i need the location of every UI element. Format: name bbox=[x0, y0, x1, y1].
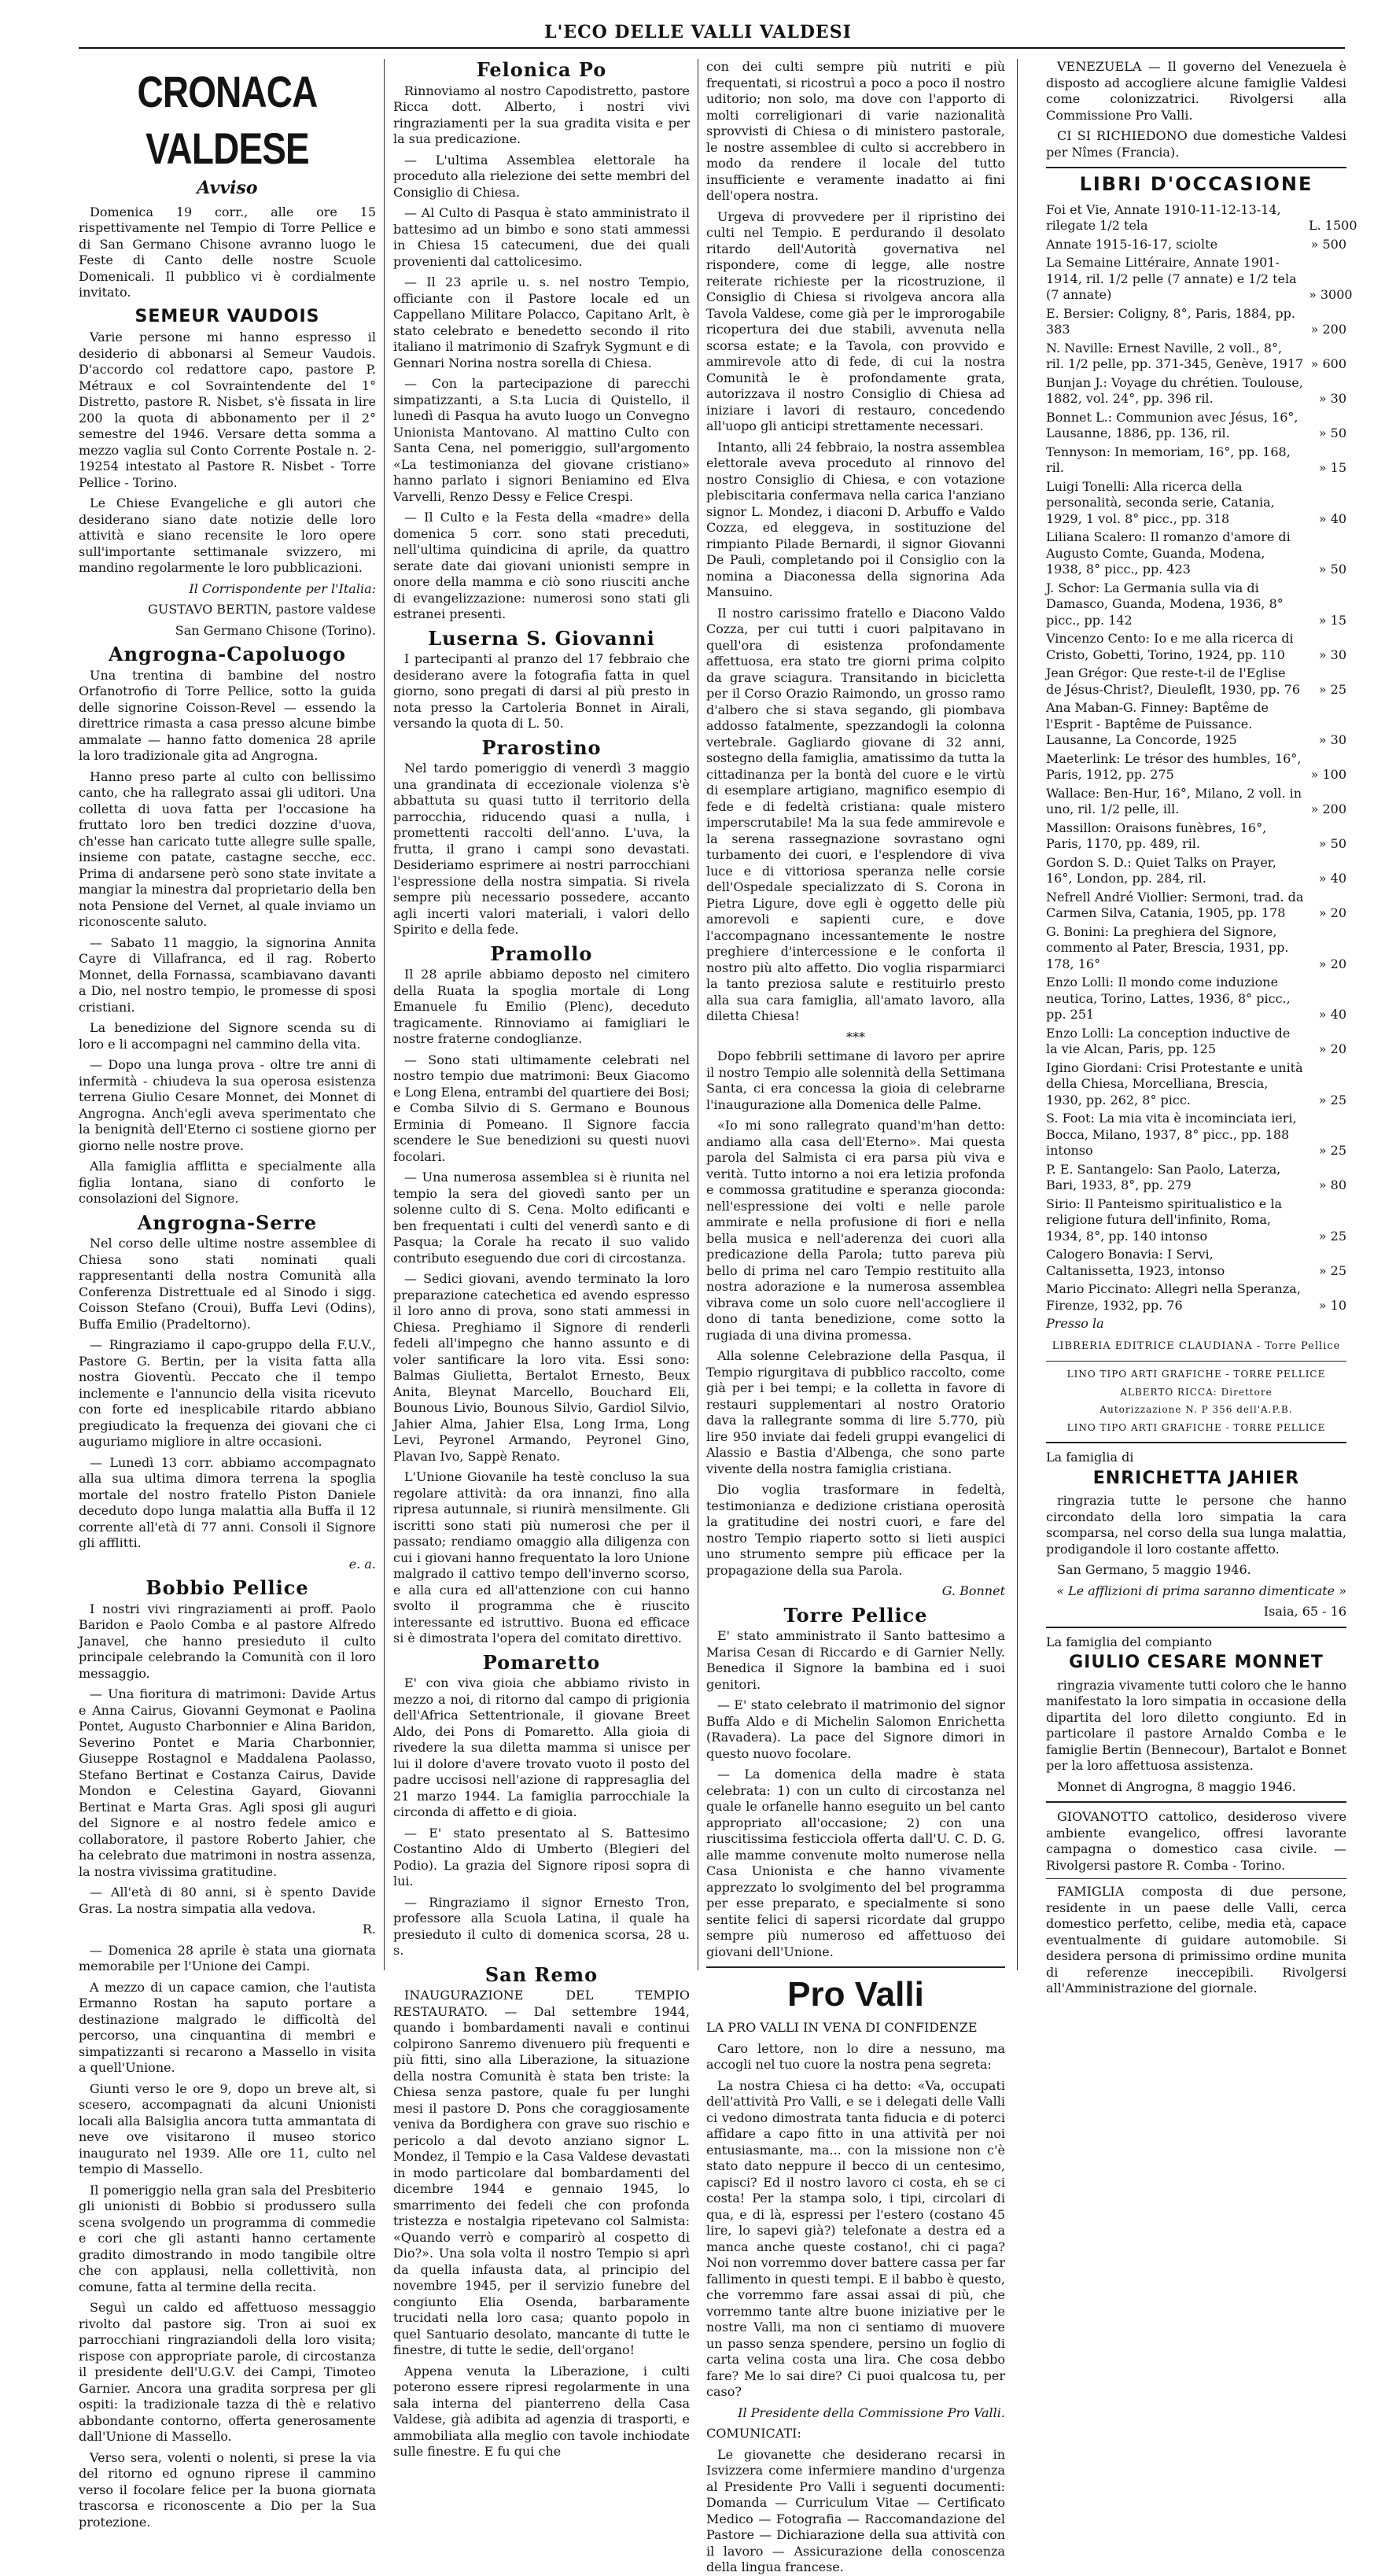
book-entry bbox=[1046, 890, 1346, 922]
family-ref: Isaia, 65 - 16 bbox=[1263, 1604, 1346, 1619]
publisher-line: LIBRERIA EDITRICE CLAUDIANA - Torre Pellice bbox=[1052, 1340, 1341, 1352]
book-entry bbox=[1046, 924, 1346, 973]
notice-paragraph: CI SI RICHIEDONO due domestiche Valdesi per Nîmes (Francia). bbox=[1046, 128, 1346, 160]
article-paragraph: Il 28 aprile abbiamo deposto nel cimitero della Ruata la spoglia mortale di Long Emanuele fu Emilio (Plenc), deceduto tragicamente. Rinnoviamo ai famigliari le nostre fraterne condoglianze. bbox=[393, 967, 690, 1046]
article-paragraph: — E' stato celebrato il matrimonio del signor Buffa Aldo e di Michelin Salomon Enrichetta (Ravadera). La pace del Signore dimori in questo nuovo focolare. bbox=[706, 1697, 1005, 1761]
header-rule bbox=[79, 47, 1345, 49]
book-title: Nefrell André Viollier: Sermoni, trad. da Carmen Silva, Catania, 1905, pp. 178 bbox=[1046, 889, 1304, 920]
section-title-libri: LIBRI D'OCCASIONE bbox=[1079, 173, 1313, 195]
book-title: Mario Piccinato: Allegri nella Speranza, Firenze, 1932, pp. 76 bbox=[1046, 1281, 1301, 1313]
signature: G. Bonnet bbox=[941, 1583, 1005, 1598]
article-paragraph: INAUGURAZIONE DEL TEMPIO RESTAURATO. — Dal settembre 1944, quando i bombardamenti navali e continui colpirono Sanremo divenuero più frequenti e più fitti, sino alla Liberazione, la situazione della nostra Comunità è stata ben triste: la Chiesa senza pastore, quale fu per lunghi mesi il pastore D. Pons che coraggiosamente veniva da Bordighera con grave suo rischio e pericolo a dal devoto anziano signor L. Mondez, il Tempio e la Casa Valdese devastati in modo particolare dal bombardamenti del dicembre 1944 e gennaio 1945, lo smarrimento dei fedeli che con profonda tristezza e nostalgia ripetevano col Salmista: «Quando verrò e comparirò al cospetto di Dio?». Una sola volta il nostro Tempio si aprì da quella infausta data, al principio del novembre 1945, per il servizio funebre del congiunto Elia Osenda, barbaramente trucidati nella loro casa; quanto popolo in quel Santuario desolato, mancante di tutte le finestre, di tutte le sedie, dell'organo! bbox=[393, 1988, 690, 2357]
section-title-pramollo: Pramollo bbox=[490, 942, 593, 965]
section-title-torre-pellice: Torre Pellice bbox=[783, 1603, 928, 1627]
section-rule bbox=[1046, 167, 1346, 168]
book-entry bbox=[1046, 700, 1346, 749]
article-paragraph: — Sedici giovani, avendo terminato la loro preparazione catechetica ed avendo espresso il loro anno di prova, sono stati ammessi in Chiesa. Preghiamo il Signore di renderli fedeli all'impegno che hanno assunto e di voler santificare la loro vita. Essi sono: Balmas Giulietta, Bertalot Ernesto, Beux Anita, Bleynat Marcello, Bouchard Eli, Bounous Livio, Bounous Silvio, Gardiol Silvio, Jahier Alma, Jahier Elsa, Long Irma, Long Levi, Peyronel Armando, Peyronel Gino, Plavan Ivo, Sappè Renato. bbox=[393, 1271, 690, 1464]
book-entry bbox=[1046, 529, 1346, 578]
book-entry bbox=[1046, 1196, 1346, 1245]
family-name: ENRICHETTA JAHIER bbox=[1092, 1468, 1300, 1488]
book-entry bbox=[1046, 1247, 1346, 1279]
book-entry bbox=[1046, 580, 1346, 629]
article-paragraph: — All'età di 80 anni, si è spento Davide Gras. La nostra simpatia alla vedova. bbox=[79, 1885, 376, 1916]
book-entry bbox=[1046, 855, 1346, 887]
section-title-luserna: Luserna S. Giovanni bbox=[428, 626, 655, 650]
book-title: Vincenzo Cento: Io e me alla ricerca di Cristo, Gobetti, Torino, 1924, pp. 110 bbox=[1046, 631, 1294, 662]
book-entry bbox=[1046, 237, 1346, 253]
article-paragraph: con dei culti sempre più nutriti e più frequentati, si ricostruì a poco a poco il nostro uditorio; non solo, ma dove con l'apporto di molti correligionari di varie nazionalità sprovvisti di Chiesa o di ministero pastorale, le nostre assemblee di culto si accrebbero in modo da rendere il locale del tutto insufficiente e veramente inadatto ai fini dell'opera nostra. bbox=[706, 59, 1005, 203]
book-title: S. Foot: La mia vita è incominciata ieri, Bocca, Milano, 1937, 8° picc., pp. 188 intonso bbox=[1046, 1111, 1297, 1158]
family-intro: La famiglia di bbox=[1046, 1450, 1134, 1465]
article-paragraph: Varie persone mi hanno espresso il desiderio di abbonarsi al Semeur Vaudois. D'accordo col redattore capo, pastore P. Métraux e col Sovraintendente del 1° Distretto, pastore R. Nisbet, s'è fissata in lire 200 la quota di abbonamento per il 2° semestre del 1946. Versare detta somma a mezzo vaglia sul Conto Corrente Postale n. 2-19254 intestato al Pastore R. Nisbet - Torre Pellice - Torino. bbox=[79, 330, 376, 490]
article-paragraph: A mezzo di un capace camion, che l'autista Ermanno Rostan ha saputo portare a destinazione malgrado le difficoltà del percorso, una cinquantina di membri e simpatizzanti si recarono a Massello in visita a quell'Unione. bbox=[79, 1979, 376, 2075]
book-price: » 50 bbox=[1318, 426, 1346, 440]
book-entry bbox=[1046, 306, 1346, 338]
director-line: ALBERTO RICCA: Direttore bbox=[1120, 1386, 1273, 1398]
book-price: » 3000 bbox=[1309, 287, 1353, 302]
book-entry bbox=[1046, 631, 1346, 663]
book-entry bbox=[1046, 410, 1346, 442]
family-intro: La famiglia del compianto bbox=[1046, 1634, 1213, 1649]
article-paragraph: Seguì un caldo ed affettuoso messaggio rivolto dal pastore sig. Tron ai suoi ex parrocchiani ringraziandoli della loro visita; rispose con appropriate parole, di circostanza il presidente dell'U.G.V. dei Campi, Timoteo Garnier. Ancora una gradita sorpresa per gli ospiti: la tradizionale tazza di thè e relativo abbondante contorno, offerta generosamente dall'Unione di Massello. bbox=[79, 2300, 376, 2444]
section-rule bbox=[706, 1966, 1005, 1968]
article-paragraph: I partecipanti al pranzo del 17 febbraio che desiderano avere la fotografia fatta in quel giorno, sono pregati di darsi al più presto in nota presso la Cartoleria Bonnet in Airali, versando la quota di L. 50. bbox=[393, 651, 690, 731]
avviso-title: Avviso bbox=[197, 178, 258, 198]
book-price: » 200 bbox=[1310, 802, 1346, 816]
book-title: Annate 1915-16-17, sciolte bbox=[1046, 236, 1218, 252]
book-price: » 20 bbox=[1318, 905, 1346, 920]
article-paragraph: — Ringraziamo il signor Ernesto Tron, professore alla Scuola Latina, il quale ha presieduto il culto di domenica scorsa, 28 u. s. bbox=[393, 1894, 690, 1958]
article-paragraph: Giunti verso le ore 9, dopo un breve alt, si scesero, accompagnati da alcuni Unionisti locali alla Balsiglia ancora tutta ammantata di neve ove visitarono il museo storico inaugurato nel 1939. Alle ore 11, culto nel tempio di Massello. bbox=[79, 2080, 376, 2176]
article-paragraph: Intanto, alli 24 febbraio, la nostra assemblea elettorale aveva proceduto al rinnovo del nostro Consiglio di Chiesa, e con votazione plebiscitaria confermava nella carica l'anziano signor L. Mondez, i diaconi D. Arbuffo e Valdo Cozza, ed eleggeva, in sostituzione del rimpianto Pilade Bernardi, il signor Giovanni De Pauli, completando poi il Consiglio con la nomina a Diaconessa della signorina Ada Mansuino. bbox=[706, 439, 1005, 599]
article-paragraph: Dopo febbrili settimane di lavoro per aprire il nostro Tempio alle solennità della Settimana Santa, ci era concessa la gioia di celebrarne l'inaugurazione alla Domenica delle Palme. bbox=[706, 1048, 1005, 1112]
book-price: L. 1500 bbox=[1309, 218, 1357, 233]
book-title: Massillon: Oraisons funèbres, 16°, Paris, 1170, pp. 489, ril. bbox=[1046, 820, 1267, 851]
book-title: Foi et Vie, Annate 1910-11-12-13-14, rilegate 1/2 tela bbox=[1046, 201, 1281, 233]
article-paragraph: Caro lettore, non lo dire a nessuno, ma accogli nel tuo cuore la nostra pena segreta: bbox=[706, 2040, 1005, 2072]
article-paragraph: Verso sera, volenti o nolenti, si prese la via del ritorno ed ognuno riprese il cammino verso il focolare felice per la buona giornata trascorsa e riconoscente a Dio per la Sua protezione. bbox=[79, 2449, 376, 2530]
book-title: E. Bersier: Coligny, 8°, Paris, 1884, pp. 383 bbox=[1046, 305, 1295, 337]
book-price: » 30 bbox=[1318, 647, 1346, 662]
book-price: » 20 bbox=[1318, 1041, 1346, 1056]
article-paragraph: — Una fioritura di matrimoni: Davide Artus e Anna Cairus, Giovanni Geymonat e Paolina Pontet, Augusto Charbonnier e Alina Baridon, Severino Pontet e Maria Charbonnier, Giuseppe Rostagnol e Maddalena Paolasso, Stefano Bertinat e Costanza Cairus, Davide Mondon e Celestina Gayard, Giovanni Bertinat e Marta Gras. Agli sposi gli auguri del Signore e al nostro fedele amico e collaboratore, il pastore Roberto Jahier, che ha celebrato due matrimoni in nostra assenza, la nostra vivissima gratitudine. bbox=[79, 1686, 376, 1879]
article-paragraph: E' stato amministrato il Santo battesimo a Marisa Cesan di Riccardo e di Garnier Nelly. Benedica il Signore la bambina ed i suoi genitori. bbox=[706, 1628, 1005, 1692]
article-paragraph: — Lunedì 13 corr. abbiamo accompagnato alla sua ultima dimora terrena la spoglia mortale del nostro fratello Piston Daniele deceduto dopo lunga malattia alla Buffa il 12 corrente all'età di 77 anni. Consoli il Signore gli afflitti. bbox=[79, 1454, 376, 1550]
book-price: » 40 bbox=[1318, 871, 1346, 886]
book-price: » 100 bbox=[1310, 767, 1346, 782]
book-title: P. E. Santangelo: San Paolo, Laterza, Bari, 1933, 8°, pp. 279 bbox=[1046, 1161, 1281, 1192]
book-price: » 80 bbox=[1318, 1177, 1346, 1192]
article-paragraph: — Al Culto di Pasqua è stato amministrato il battesimo ad un bimbo e sono stati ammessi in Chiesa 15 catecumeni, due dei quali provenienti dal cattolicesimo. bbox=[393, 205, 690, 269]
book-entry bbox=[1046, 751, 1346, 783]
printer-line: LINO TIPO ARTI GRAFICHE - TORRE PELLICE bbox=[1066, 1421, 1326, 1433]
book-price: » 600 bbox=[1310, 356, 1346, 371]
column-3 bbox=[706, 59, 1005, 2574]
book-price: » 10 bbox=[1318, 1297, 1346, 1313]
book-entry bbox=[1046, 341, 1346, 373]
book-entry bbox=[1046, 375, 1346, 407]
book-entry bbox=[1046, 255, 1353, 304]
section-title-pro-valli: Pro Valli bbox=[787, 1975, 924, 2014]
book-title: Bonnet L.: Communion avec Jésus, 16°, Lausanne, 1886, pp. 136, ril. bbox=[1046, 409, 1298, 440]
article-paragraph: — Con la partecipazione di parecchi simpatizzanti, a S.ta Lucia di Quistello, il lunedì di Pasqua ha avuto luogo un Convegno Unionista Mantovano. Al mattino Culto con Santa Cena, nel pomeriggio, sull'argomento «La testimonianza del giovane cristiano» hanno parlato i signori Beniamino ed Elva Varvelli, Renzo Dessy e Felice Crespi. bbox=[393, 376, 690, 504]
book-title: Sirio: Il Panteismo spiritualistico e la religione futura dell'infinito, Roma, 1934, 8°, pp. 140 intonso bbox=[1046, 1196, 1282, 1244]
article-paragraph: — E' stato presentato al S. Battesimo Costantino Aldo di Umberto (Blegieri del Podio). La grazia del Signore riposi sopra di lui. bbox=[393, 1825, 690, 1889]
article-paragraph: I nostri vivi ringraziamenti ai proff. Paolo Baridon e Paolo Comba e al pastore Alfredo Janavel, che hanno presieduto il culto principale celebrando la Comunità con il loro messaggio. bbox=[79, 1601, 376, 1681]
book-price: » 25 bbox=[1318, 1092, 1346, 1107]
rule bbox=[1046, 1878, 1346, 1879]
printer-line: LINO TIPO ARTI GRAFICHE - TORRE PELLICE bbox=[1066, 1369, 1326, 1380]
book-title: Luigi Tonelli: Alla ricerca della personalità, seconda serie, Catania, 1929, 1 vol. 8° picc., pp. 318 bbox=[1046, 478, 1275, 526]
signature: e. a. bbox=[348, 1556, 376, 1572]
book-price: » 15 bbox=[1318, 612, 1346, 628]
family-text: ringrazia vivamente tutti coloro che le hanno manifestato la loro simpatia in occasione della dipartita del loro diletto congiunto. Ed in particolare il pastore Arnaldo Comba e le famiglie Bertin (Bennecour), Bartalot e Bonnet per la loro affettuosa assistenza. bbox=[1046, 1677, 1346, 1773]
family-place: Monnet di Angrogna, 8 maggio 1946. bbox=[1057, 1778, 1296, 1794]
article-paragraph: Alla famiglia afflitta e specialmente alla figlia lontana, siano di conforto le consolazioni del Signore. bbox=[79, 1159, 376, 1206]
article-paragraph: E' con viva gioia che abbiamo rivisto in mezzo a noi, di ritorno dal campo di prigionia dell'Africa Settentrionale, il giovane Breet Aldo, dei Pons di Pomaretto. Alla gioia di rivedere la sua diletta mamma si unisce per lui il dolore d'avere trovato vuoto il posto del padre uccisosi nell'azione di rappresaglia del 21 marzo 1944. La famiglia parrocchiale la circonda di affetto e di gioia. bbox=[393, 1675, 690, 1819]
article-paragraph: Le giovanette che desiderano recarsi in Isvizzera come infermiere mandino d'urgenza al Presidente Pro Valli i seguenti documenti: Domanda — Curriculum Vitae — Certificato Medico — Fotografia — Raccomandazione del Pastore — Dichiarazione della sua attività con il lavoro — Assicurazione della conoscenza della lingua francese. bbox=[706, 2446, 1005, 2574]
book-price: » 50 bbox=[1318, 562, 1346, 577]
book-entry bbox=[1046, 201, 1357, 234]
book-title: Liliana Scalero: Il romanzo d'amore di Augusto Comte, Guanda, Modena, 1938, 8° picc., pp. 423 bbox=[1046, 529, 1291, 577]
book-entry bbox=[1046, 1162, 1346, 1194]
section-title-angrogna-serre: Angrogna-Serre bbox=[137, 1211, 318, 1234]
book-entry bbox=[1046, 1281, 1346, 1314]
book-title: J. Schor: La Germania sulla via di Damasco, Guanda, Modena, 1936, 8° picc., pp. 142 bbox=[1046, 580, 1284, 628]
article-paragraph: Una trentina di bambine del nostro Orfanotrofio di Torre Pellice, sotto la guida delle signorine Coisson-Revel — essendo la direttrice rimasta a casa presso alcune bimbe ammalate — hanno fatto domenica 28 aprile la loro tradizionale gita ad Angrogna. bbox=[79, 667, 376, 763]
article-paragraph: La benedizione del Signore scenda su di loro e li accompagni nel cammino della vita. bbox=[79, 1020, 376, 1052]
section-rule bbox=[1046, 1442, 1346, 1443]
notice-paragraph: VENEZUELA — Il governo del Venezuela è disposto ad accogliere alcune famiglie Valdesi come colonizzatrici. Rivolgersi alla Commissione Pro Valli. bbox=[1046, 59, 1346, 123]
book-title: Enzo Lolli: La conception inductive de la vie Alcan, Paris, pp. 125 bbox=[1046, 1025, 1291, 1056]
book-title: Igino Giordani: Crisi Protestante e unità della Chiesa, Morcelliana, Brescia, 1930, pp. 262, 8° picc. bbox=[1046, 1060, 1303, 1107]
book-entry bbox=[1046, 665, 1346, 698]
book-list bbox=[1046, 201, 1357, 1314]
article-paragraph: «Io mi sono rallegrato quand'm'han detto: andiamo alla casa dell'Eterno». Mai questa parola del Salmista ci era parsa più viva e verità. Tutto intorno a noi era letizia profonda e commossa gratitudine e speranza gioconda: nell'espressione dei volti e nelle parole ammirate e nella profusione di fiori e nella bella musica e nell'aderenza dei cuori alla predicazione della Parola; tutto pareva più bello di prima nel caro Tempio restituito alla nostra adorazione e la numerosa assemblea vibrava come un solo cuore nell'accogliere il dono di tanta benedizione, come sotto la rugiada di una divina promessa. bbox=[706, 1118, 1005, 1343]
section-title-bobbio-pellice: Bobbio Pellice bbox=[145, 1576, 309, 1599]
classified-ad: GIOVANOTTO cattolico, desideroso vivere ambiente evangelico, offresi lavorante campagna o domestico casa civile. — Rivolgersi pastore R. Comba - Torino. bbox=[1046, 1809, 1346, 1873]
article-paragraph: Urgeva di provvedere per il ripristino dei culti nel Tempio. E perdurando il desolato ritardo dell'Autorità governativa nel rispondere, come di legge, alle nostre reiterate richieste per la ricostruzione, il Consiglio di Chiesa si rivolgeva ancora alla Tavola Valdese, come già per le improrogabile ricopertura dei due stabili, avvenuta nella scorsa estate; e la Tavola, con provvido e ammirevole atto di fede, di cui la nostra Comunità le è profondamente grata, autorizzava il nostro Consiglio di Chiesa ad iniziare i lavori di restauro, concedendo all'uopo gli anticipi strettamente necessari. bbox=[706, 208, 1005, 433]
article-paragraph: — Una numerosa assemblea si è riunita nel tempio la sera del giovedì santo per un solenne culto di S. Cena. Molto edificanti e ben frequentati i culti del venerdì santo e di Pasqua; la Corale ha recato il suo valido contributo eseguendo due cori di circostanza. bbox=[393, 1170, 690, 1266]
book-price: » 15 bbox=[1318, 460, 1346, 475]
book-title: Tennyson: In memoriam, 16°, pp. 168, ril. bbox=[1046, 444, 1291, 475]
article-paragraph: — Sono stati ultimamente celebrati nel nostro tempio due matrimoni: Beux Giacomo e Long Elena, entrambi del quartiere dei Bosi; e Comba Silvio di S. Germano e Bounous Erminia di Pomeano. Il Signore faccia scendere le Sue benedizioni su questi nuovi focolari. bbox=[393, 1052, 690, 1164]
article-paragraph: Le Chiese Evangeliche e gli autori che desiderano siano date notizie delle loro attività e siano recensite le loro opere sull'importante settimanale svizzero, mi mandino regolarmente le loro pubblicazioni. bbox=[79, 496, 376, 575]
book-entry bbox=[1046, 786, 1346, 818]
book-title: Bunjan J.: Voyage du chrétien. Toulouse, 1882, vol. 24°, pp. 396 ril. bbox=[1046, 374, 1303, 406]
book-price: » 30 bbox=[1318, 391, 1346, 406]
column-divider bbox=[384, 59, 385, 1970]
article-paragraph: — Ringraziamo il capo-gruppo della F.U.V., Pastore G. Bertin, per la visita fatta alla nostra Gioventù. Peccato che il tempo inclemente e l'annuncio della visita ricevuto con forte ed inesplicabile ritardo abbiano pregiudicato la frequenza dei giovani che ci auguriamo migliore in altre occasioni. bbox=[79, 1337, 376, 1449]
article-paragraph: Rinnoviamo al nostro Capodistretto, pastore Ricca dott. Alberto, i nostri vivi ringraziamenti per la sua gradita visita e per la sua predicazione. bbox=[393, 83, 690, 146]
book-entry bbox=[1046, 975, 1346, 1023]
section-title-pomaretto: Pomaretto bbox=[482, 1650, 601, 1674]
section-title-san-remo: San Remo bbox=[484, 1962, 599, 1986]
separator-stars: *** bbox=[846, 1029, 865, 1045]
book-title: G. Bonini: La preghiera del Signore, commento al Pater, Brescia, 1931, pp. 178, 16° bbox=[1046, 923, 1289, 971]
section-rule bbox=[1046, 1627, 1346, 1628]
article-paragraph: La nostra Chiesa ci ha detto: «Va, occupati dell'attività Pro Valli, e se i delegati delle Valli ci vedono dimostrata tanta fiducia e di poterci affidare a capo fitto in una attività per noi entusiasmante, ma... con la missione non c'è stato dato neppure il becco di un centesimo, capisci? Ed il nostro lavoro ci costa, eh se ci costa! Per la stampa solo, i tipi, circolari di qua, e di là, espressi per l'estero (costano 45 lire, lo sapevi già?) telefonate a destra ed a manca anche queste costano!, chi ci paga? Noi non vorremmo dover battere cassa per far fallimento in questi tempi. E il babbo è questo, che vorremmo fare assai assai di più, che vorremmo tante altre buone iniziative per le nostre Valli, ma non ci sentiamo di muovere un passo senza spendere, persino un foglio di carta velina costa una lira. Che cosa debbo fare? Me lo sai dire? Ci puoi qualcosa tu, per caso? bbox=[706, 2077, 1005, 2399]
rule bbox=[1046, 1361, 1346, 1362]
book-title: N. Naville: Ernest Naville, 2 voll., 8°, ril. 1/2 pelle, pp. 371-345, Genève, 1917 bbox=[1046, 340, 1304, 371]
book-entry bbox=[1046, 444, 1346, 477]
article-paragraph: — Sabato 11 maggio, la signorina Annita Cayre di Villafranca, ed il rag. Roberto Monnet, della Fornassa, scambiavano davanti a Dio, nel nostro tempio, le promesse di sposi cristiani. bbox=[79, 934, 376, 1015]
book-price: » 25 bbox=[1318, 681, 1346, 697]
semeur-title: SEMEUR VAUDOIS bbox=[134, 306, 320, 326]
article-paragraph: Il pomeriggio nella gran sala del Presbiterio gli unionisti di Bobbio si produssero sulla scena svolgendo un programma di commedie e cori che gli astanti hanno certamente gradito dimostrando in modo tangibile oltre che con applausi, nella collettività, non comune, fatta al termine della recita. bbox=[79, 2182, 376, 2294]
article-paragraph: — La domenica della madre è stata celebrata: 1) con un culto di circostanza nel quale le orfanelle hanno eseguito un bel canto appropriato all'occasione; 2) con una riuscitissima festicciola offerta dall'U. C. D. G. alle mamme convenute molto numerose nella Casa Unionista e che hanno vivamente apprezzato lo svolgimento del bel programma per esse preparato, e specialmente si sono sentite felici di sapersi ricordate dal gruppo sempre più numeroso ed affettuoso dei giovani dell'Unione. bbox=[706, 1767, 1005, 1959]
book-price: » 30 bbox=[1318, 732, 1346, 747]
signature: GUSTAVO BERTIN, pastore valdese bbox=[148, 602, 376, 617]
book-title: Calogero Bonavia: I Servi, Caltanissetta, 1923, intonso bbox=[1046, 1247, 1225, 1278]
section-title-felonica: Felonica Po bbox=[476, 58, 607, 81]
article-paragraph: Dio voglia trasformare in fedeltà, testimonianza e dedizione cristiana operosità la gratitudine dei nostri cuori, e fare del nostro Tempio riaperto sotto si lieti auspici uno strumento sempre più efficace per la propagazione della sua Parola. bbox=[706, 1482, 1005, 1578]
section-masthead: CRONACA VALDESE bbox=[137, 67, 318, 173]
book-title: Jean Grégor: Que reste-t-il de l'Eglise de Jésus-Christ?, Dieuleflt, 1930, pp. 76 bbox=[1046, 665, 1300, 697]
book-price: » 20 bbox=[1318, 956, 1346, 971]
book-price: » 25 bbox=[1318, 1228, 1346, 1244]
article-paragraph: Nel corso delle ultime nostre assemblee di Chiesa sono stati nominati quali rappresentanti della nostra Comunità alla Conferenza Distrettuale ed al Sinodo i sigg. Coisson Stefano (Croui), Buffa Levi (Odins), Buffa Emilio (Pradeltorno). bbox=[79, 1236, 376, 1332]
article-paragraph: — Il Culto e la Festa della «madre» della domenica 5 corr. sono stati preceduti, nell'ultima quindicina di aprile, da quattro serate date dai giovani unionisti sempre in onore della mamma e ciò sono riusciti anche di evangelizzazione: numerosi sono stati gli estranei presenti. bbox=[393, 510, 690, 621]
family-name: GIULIO CESARE MONNET bbox=[1069, 1653, 1324, 1672]
article-paragraph: — Domenica 28 aprile è stata una giornata memorabile per l'Unione dei Campi. bbox=[79, 1942, 376, 1973]
column-4 bbox=[1046, 59, 1357, 1996]
book-title: Gordon S. D.: Quiet Talks on Prayer, 16°, London, pp. 284, ril. bbox=[1046, 854, 1276, 886]
article-paragraph: Il nostro carissimo fratello e Diacono Valdo Cozza, per cui tutti i cuori palpitavano in quell'ora di esistenza profondamente affettuosa, era stato tre giorni prima colpito da grave sciagura. Transitando in bicicletta per il Corso Orazio Raimondo, un grosso ramo d'albero che si stava segando, gli piombava addosso fatalmente, spezzandogli la colonna vertebrale. Gagliardo giovane di 32 anni, sostegno della famiglia, amatissimo da tutta la cittadinanza per la bontà del cuore e le virtù di esemplare artigiano, magnifico esempio di fede e di fedeltà cristiana: quale mistero imperscrutabile! Ma la sua fede ammirevole e la serena rassegnazione sovrastano ogni turbamento dei cuori, e l'esplendore di viva luce e di vittoriosa speranza nelle corsie dell'Ospedale specializzato di S. Corona in Pietra Ligure, dove egli è oggetto delle più amorevoli e sapienti cure, e dove l'accompagnano incessantemente le nostre preghiere d'intercessione e le conforta il nostro più alto affetto. Dio voglia risparmiarci la tanto preziosa salute e restituirlo presto alla sua cara famiglia, all'amato lavoro, alla diletta Chiesa! bbox=[706, 605, 1005, 1023]
column-2 bbox=[393, 58, 690, 2459]
signature: R. bbox=[362, 1922, 376, 1937]
book-price: » 25 bbox=[1318, 1262, 1346, 1278]
newspaper-header: L'ECO DELLE VALLI VALDESI bbox=[544, 22, 852, 42]
section-title-angrogna-capoluogo: Angrogna-Capoluogo bbox=[108, 643, 347, 665]
section-title-prarostino: Prarostino bbox=[481, 735, 602, 759]
signature: Il Corrispondente per l'Italia: bbox=[189, 580, 376, 596]
family-quote: « Le afflizioni di prima saranno dimenticate » bbox=[1056, 1583, 1346, 1598]
column-1 bbox=[79, 59, 376, 2530]
book-price: » 500 bbox=[1310, 236, 1346, 252]
article-paragraph: Hanno preso parte al culto con bellissimo canto, che ha rallegrato assai gli uditori. Una colletta di uova fatta per l'occasione ha fruttato loro ben tredici dozzine d'uova, ch'esse han caricato tutte allegre sulle spalle, insieme con patate, castagne secche, ecc. Prima di andarsene però sono state invitate a mangiar la minestra dal proprietario della ben nota Pensione del Vernet, al quale inviamo un riconoscente saluto. bbox=[79, 768, 376, 929]
book-price: » 200 bbox=[1310, 322, 1346, 337]
family-text: ringrazia tutte le persone che hanno circondato della loro simpatia la cara scomparsa, nel corso della sua lunga malattia, prodigandole il loro costante affetto. bbox=[1046, 1493, 1346, 1557]
signature: San Germano Chisone (Torino). bbox=[175, 622, 376, 638]
article-paragraph: Alla solenne Celebrazione della Pasqua, il Tempio rigurgitava di pubblico raccolto, come già per i bei tempi; e la colletta in favore di restauri supplementari al nostro Oratorio dava la rallegrante somma di lire 5.770, più lire 950 inviate dai fedeli gruppi evangelici di Alassio e Bastia d'Albenga, che sono parte vivente della nostra famiglia cristiana. bbox=[706, 1348, 1005, 1476]
family-place: San Germano, 5 maggio 1946. bbox=[1057, 1562, 1251, 1577]
column-divider bbox=[1017, 59, 1018, 1970]
article-paragraph: Nel tardo pomeriggio di venerdì 3 maggio una grandinata di eccezionale violenza s'è abbattuta su quasi tutto il territorio della parrocchia, riducendo quasi a nulla, i promettenti raccolti dell'anno. L'uva, la frutta, il grano i campi sono devastati. Desideriamo esprimere ai nostri parrocchiani l'espressione della nostra simpatia. Si rivela sempre più necessario possedere, accanto agli incerti valori materiali, i valori dello Spirito e della fede. bbox=[393, 761, 690, 937]
book-price: » 40 bbox=[1318, 510, 1346, 526]
book-title: Maeterlink: Le trésor des humbles, 16°, Paris, 1912, pp. 275 bbox=[1046, 750, 1302, 782]
book-title: Wallace: Ben-Hur, 16°, Milano, 2 voll. in uno, ril. 1/2 pelle, ill. bbox=[1046, 785, 1302, 816]
pro-valli-subtitle: LA PRO VALLI IN VENA DI CONFIDENZE bbox=[706, 2020, 978, 2035]
book-entry bbox=[1046, 479, 1346, 528]
authorization-line: Autorizzazione N. P 356 dell'A.P.B. bbox=[1099, 1404, 1293, 1415]
book-title: La Semaine Littéraire, Annate 1901-1914, ril. 1/2 pelle (7 annate) e 1/2 tela (7 annate) bbox=[1046, 255, 1297, 302]
books-footnote: Presso la bbox=[1046, 1316, 1104, 1331]
article-paragraph: — Dopo una lunga prova - oltre tre anni di infermità - chiudeva la sua operosa esistenza terrena Giulio Cesare Monnet, dei Monnet di Angrogna. Anch'egli aveva sperimentato che la benignità dell'Eterno ci sostiene giorno per giorno nelle nostre prove. bbox=[79, 1057, 376, 1153]
article-paragraph: L'Unione Giovanile ha testè concluso la sua regolare attività: da ora innanzi, fino alla ripresa autunnale, si riunirà mensilmente. Gli iscritti sono stati più numerosi che per il passato; rendiamo omaggio alla diligenza con cui i giovani hanno frequentato la loro Unione malgrado il cattivo tempo dell'inverno scorso, e alla cura ed all'attenzione con cui hanno svolto il programma che è riuscito interessante ed istruttivo. Buona ed efficace si è dimostrata l'opera del comitato direttivo. bbox=[393, 1469, 690, 1645]
comunicati-title: COMUNICATI: bbox=[706, 2426, 801, 2441]
section-rule bbox=[1046, 1801, 1346, 1803]
avviso-text: Domenica 19 corr., alle ore 15 rispettivamente nel Tempio di Torre Pellice e di San Germano Chisone avranno luogo le Feste di Canto delle nostre Scuole Domenicali. Il pubblico vi è cordialmente invitato. bbox=[79, 204, 376, 300]
book-price: » 50 bbox=[1318, 836, 1346, 851]
signature: Il Presidente della Commissione Pro Valli. bbox=[738, 2405, 1005, 2420]
book-entry bbox=[1046, 820, 1346, 853]
article-paragraph: — L'ultima Assemblea elettorale ha proceduto alla rielezione dei sette membri del Consiglio di Chiesa. bbox=[393, 152, 690, 200]
book-entry bbox=[1046, 1111, 1346, 1159]
book-title: Enzo Lolli: Il mondo come induzione neutica, Torino, Lattes, 1936, 8° picc., pp. 251 bbox=[1046, 975, 1291, 1022]
book-price: » 40 bbox=[1318, 1007, 1346, 1022]
article-paragraph: — Il 23 aprile u. s. nel nostro Tempio, officiante con il Pastore locale ed un Cappellano Militare Polacco, Capitano Arlt, è stato celebrato e benedetto secondo il rito italiano il matrimonio di Szafryk Sygmunt e di Gennari Norina nostra sorella di Chiesa. bbox=[393, 275, 690, 370]
book-entry bbox=[1046, 1060, 1346, 1109]
book-title: Ana Maban-G. Finney: Baptême de l'Esprit - Baptême de Puissance. Lausanne, La Concorde, 1925 bbox=[1046, 700, 1269, 747]
classified-ad: FAMIGLIA composta di due persone, residente in un paese delle Valli, cerca domestico perfetto, celibe, media età, capace eventualmente di guidare automobile. Si desidera persona di primissimo ordine munita di referenze ineccepibili. Rivolgersi all'Amministrazione del giornale. bbox=[1046, 1884, 1346, 1996]
book-price: » 25 bbox=[1318, 1143, 1346, 1158]
article-paragraph: Appena venuta la Liberazione, i culti poterono essere ripresi regolarmente in una sala interna del pianterreno della Casa Valdese, già adibita ad agenzia di trasporti, e ammobiliata alla meglio con tavole inchiodate sulle finestre. E fu qui che bbox=[393, 2363, 690, 2459]
book-entry bbox=[1046, 1026, 1346, 1058]
